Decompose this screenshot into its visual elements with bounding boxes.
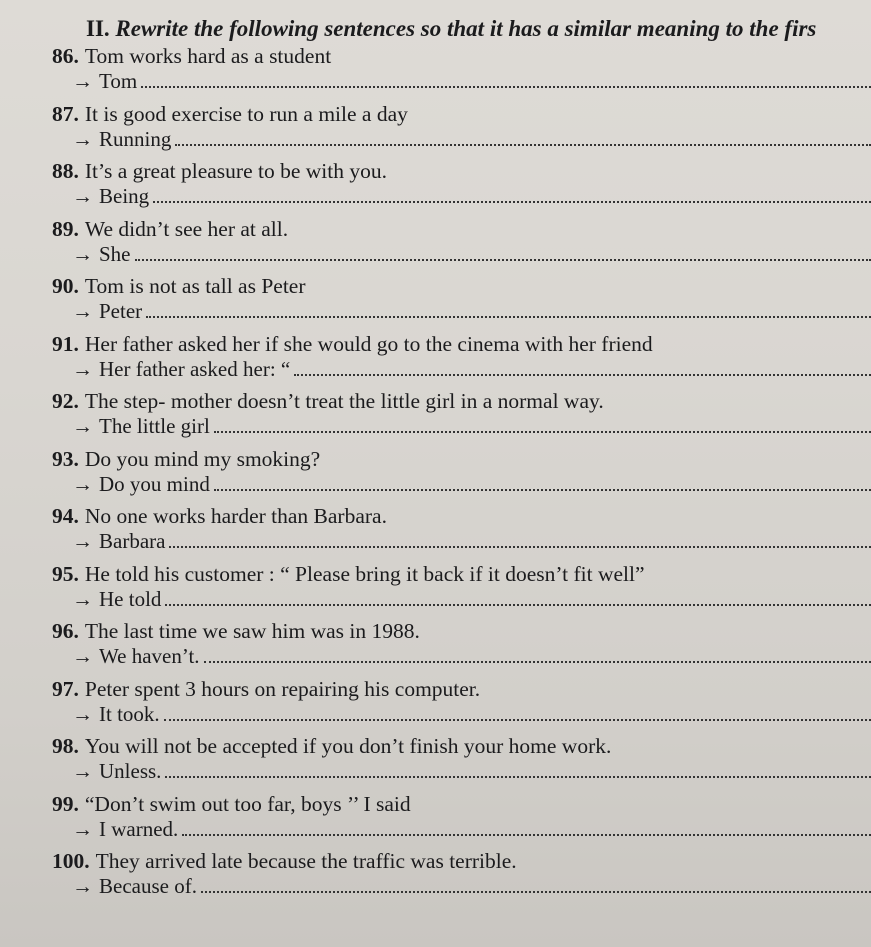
question-text: The last time we saw him was in 1988. (84, 619, 420, 643)
question-text: It’s a great pleasure to be with you. (84, 159, 387, 183)
answer-blank[interactable] (165, 762, 871, 778)
exercise-number: 98. (52, 734, 79, 758)
exercise-question (52, 389, 604, 414)
answer-starter: Barbara (99, 529, 166, 553)
answer-blank[interactable] (214, 475, 871, 491)
exercise-number: 97. (52, 676, 79, 701)
answer-blank[interactable] (294, 360, 871, 376)
arrow-icon: → (72, 529, 93, 553)
exercise-number: 86. (52, 44, 79, 68)
answer-blank[interactable] (175, 130, 871, 146)
answer-blank[interactable] (201, 877, 871, 893)
question-text: They arrived late because the traffic was terrible. (95, 849, 517, 873)
answer-line[interactable] (72, 299, 871, 324)
answer-blank[interactable] (169, 532, 871, 548)
answer-starter: Peter (99, 299, 143, 323)
exercise-number: 94. (52, 504, 79, 528)
arrow-icon: → (72, 241, 93, 266)
answer-line[interactable] (72, 184, 871, 209)
exercise-number: 89. (52, 216, 79, 241)
arrow-icon: → (72, 816, 93, 841)
answer-blank[interactable] (214, 417, 871, 433)
exercise-question (52, 159, 387, 184)
answer-starter: We haven’t. (99, 644, 200, 668)
exercise-question (52, 217, 288, 242)
answer-line[interactable] (72, 242, 871, 267)
arrow-icon: → (72, 299, 93, 323)
question-text: Tom is not as tall as Peter (84, 274, 306, 298)
exercise-number: 99. (52, 791, 79, 816)
arrow-icon: → (72, 414, 93, 438)
exercise-question (52, 677, 480, 702)
section-instruction: Rewrite the following sentences so that it has a similar meaning to the firs (115, 16, 817, 41)
answer-line[interactable] (72, 529, 871, 554)
arrow-icon: → (72, 644, 93, 668)
exercise-question (52, 734, 611, 759)
answer-line[interactable] (72, 414, 871, 439)
arrow-icon: → (72, 701, 93, 726)
question-text: We didn’t see her at all. (84, 216, 289, 241)
answer-starter: He told (99, 586, 162, 611)
answer-starter: Being (99, 184, 150, 208)
answer-line[interactable] (72, 472, 871, 497)
exercise-number: 91. (52, 331, 79, 356)
exercise-number: 100. (52, 849, 90, 873)
answer-line[interactable] (72, 874, 871, 899)
question-text: You will not be accepted if you don’t finish your home work. (84, 734, 612, 758)
answer-line[interactable] (72, 759, 871, 784)
exercise-question (52, 504, 387, 529)
arrow-icon: → (72, 126, 93, 151)
question-text: It is good exercise to run a mile a day (84, 101, 408, 126)
answer-blank[interactable] (146, 302, 871, 318)
exercise-number: 96. (52, 619, 79, 643)
arrow-icon: → (72, 586, 93, 611)
arrow-icon: → (72, 759, 93, 783)
question-text: Do you mind my smoking? (84, 446, 321, 471)
question-text: He told his customer : “ Please bring it back if it doesn’t fit well” (84, 561, 645, 586)
arrow-icon: → (72, 184, 93, 208)
exercise-number: 88. (52, 159, 79, 183)
question-text: Her father asked her if she would go to the cinema with her friend (84, 331, 653, 356)
answer-blank[interactable] (164, 705, 871, 721)
exercise-number: 92. (52, 389, 79, 413)
exercise-question (52, 792, 411, 817)
answer-line[interactable] (72, 644, 871, 669)
answer-blank[interactable] (135, 245, 871, 261)
answer-line[interactable] (72, 127, 871, 152)
arrow-icon: → (72, 471, 93, 496)
exercise-question (52, 332, 653, 357)
answer-starter: Running (99, 126, 172, 151)
section-number: II. (86, 16, 110, 41)
exercise-question (52, 447, 320, 472)
answer-blank[interactable] (182, 820, 871, 836)
answer-starter: She (99, 241, 131, 266)
exercise-question (52, 849, 517, 874)
exercise-question (52, 44, 331, 69)
answer-starter: Unless. (99, 759, 162, 783)
answer-starter: I warned. (99, 816, 179, 841)
answer-starter: Do you mind (99, 471, 210, 496)
exercise-question (52, 619, 420, 644)
question-text: The step- mother doesn’t treat the little girl in a normal way. (84, 389, 604, 413)
question-text: “Don’t swim out too far, boys ’’ I said (84, 791, 411, 816)
exercise-question (52, 102, 408, 127)
exercise-number: 87. (52, 101, 79, 126)
answer-blank[interactable] (153, 187, 871, 203)
section-title (86, 16, 871, 42)
exercise-number: 90. (52, 274, 79, 298)
question-text: Peter spent 3 hours on repairing his computer. (84, 676, 481, 701)
answer-line[interactable] (72, 702, 871, 727)
answer-blank[interactable] (141, 72, 871, 88)
exercise-number: 95. (52, 561, 79, 586)
answer-line[interactable] (72, 357, 871, 382)
answer-starter: Because of. (99, 874, 197, 898)
answer-blank[interactable] (165, 590, 871, 606)
exercise-number: 93. (52, 446, 79, 471)
exercise-question (52, 274, 306, 299)
answer-line[interactable] (72, 817, 871, 842)
arrow-icon: → (72, 69, 93, 93)
answer-starter: The little girl (99, 414, 210, 438)
answer-line[interactable] (72, 587, 871, 612)
answer-blank[interactable] (204, 647, 871, 663)
exercise-question (52, 562, 645, 587)
arrow-icon: → (72, 356, 93, 381)
answer-line[interactable] (72, 69, 871, 94)
answer-starter: It took. (99, 701, 160, 726)
arrow-icon: → (72, 874, 93, 898)
answer-starter: Her father asked her: “ (99, 356, 291, 381)
answer-starter: Tom (99, 69, 138, 93)
question-text: No one works harder than Barbara. (84, 504, 387, 528)
question-text: Tom works hard as a student (84, 44, 332, 68)
